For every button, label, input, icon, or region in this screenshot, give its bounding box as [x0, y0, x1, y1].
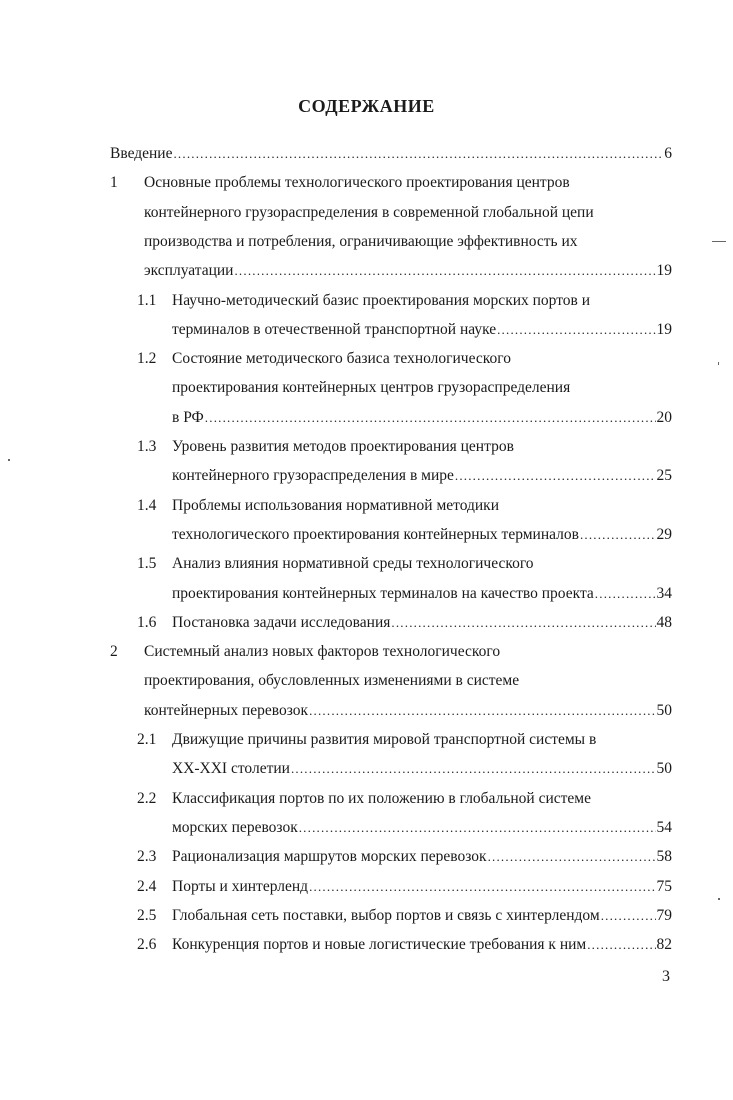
toc-entry-number: 1	[110, 174, 118, 192]
toc-entry-text: проектирования, обусловленных изменениями в системе	[144, 672, 520, 690]
toc-entry-text: производства и потребления, ограничивающие эффективность их	[144, 232, 578, 250]
toc-entry-page: 50	[656, 701, 672, 719]
toc-entry-page: 50	[656, 760, 672, 778]
dot-leader	[391, 612, 655, 633]
page-title: СОДЕРЖАНИЕ	[298, 96, 435, 116]
toc-entry-number: 2.6	[137, 936, 157, 954]
toc-entry-text: Постановка задачи исследования	[172, 613, 391, 631]
toc-entry-text: Основные проблемы технологического проектирования центров	[144, 174, 570, 192]
toc-entry-page: 75	[656, 877, 672, 895]
toc-entry-page: 82	[656, 936, 672, 954]
toc-entry-text: Системный анализ новых факторов технологического	[144, 643, 501, 661]
toc-entry-number: 2.4	[137, 877, 157, 895]
toc-entry-page: 79	[656, 906, 672, 924]
toc-entry-text: контейнерного грузораспределения в мире	[172, 467, 454, 485]
dot-leader	[299, 817, 656, 838]
toc-entry-number: 2.1	[137, 731, 157, 748]
toc-entry-number: 1.5	[137, 555, 157, 573]
toc-entry-text: технологического проектирования контейнерных терминалов	[172, 525, 579, 543]
dot-leader	[601, 905, 656, 926]
toc-entry-text: проектирования контейнерных центров грузораспределения	[172, 379, 571, 397]
toc-entry-text: Введение	[110, 145, 173, 162]
toc-entry-page: 48	[656, 613, 672, 631]
toc-entry-number: 1.1	[137, 291, 157, 309]
scan-speck	[718, 362, 719, 365]
toc-entry-text: эксплуатации	[144, 262, 234, 280]
toc-entry-number: 2.5	[137, 906, 157, 924]
toc-entry-text: Классификация портов по их положению в глобальной системе	[172, 789, 591, 807]
toc-entry-text: Порты и хинтерленд	[172, 877, 309, 895]
toc-entry-page: 20	[656, 408, 672, 426]
dot-leader	[595, 583, 656, 604]
dot-leader	[497, 319, 655, 340]
toc-entry-number: 1.3	[137, 438, 157, 455]
toc-entry-text: Конкуренция портов и новые логистические требования к ним	[172, 936, 587, 954]
toc-entry-number: 1.2	[137, 350, 157, 368]
dot-leader	[455, 465, 656, 486]
scan-speck	[718, 898, 720, 900]
toc-entry-page: 19	[656, 320, 672, 338]
dot-leader	[488, 846, 656, 867]
toc-entry-text: Анализ влияния нормативной среды технологического	[172, 555, 534, 573]
toc-entry-text: Уровень развития методов проектирования центров	[172, 438, 514, 455]
dot-leader	[205, 407, 656, 428]
toc-entry-page: 34	[656, 584, 672, 602]
toc-entry-text: проектирования контейнерных терминалов на качество проекта	[172, 584, 594, 602]
toc-entry-text: контейнерного грузораспределения в современной глобальной цепи	[144, 203, 594, 221]
toc-entry-number: 2.2	[137, 789, 157, 807]
toc-entry-text: контейнерных перевозок	[144, 701, 309, 719]
toc-entry-page: 58	[656, 848, 672, 866]
page-number: 3	[662, 968, 670, 985]
toc-entry-page: 54	[656, 818, 672, 836]
toc-entry-page: 25	[656, 467, 672, 485]
toc-entry-page: 6	[664, 145, 672, 162]
scan-speck	[712, 241, 726, 242]
toc-entry-text: Проблемы использования нормативной методики	[172, 496, 500, 514]
dot-leader	[173, 143, 663, 164]
toc-entry-page: 29	[656, 525, 672, 543]
dot-leader	[580, 524, 656, 545]
dot-leader	[234, 260, 655, 281]
toc-entry-text: морских перевозок	[172, 818, 298, 836]
toc-entry-number: 2	[110, 643, 118, 661]
toc-entry-text: в РФ	[172, 408, 204, 426]
toc-entry-text: Глобальная сеть поставки, выбор портов и связь с хинтерлендом	[172, 906, 600, 924]
toc-entry-text: XX-XXI столетии	[172, 760, 290, 778]
toc-entry-number: 2.3	[137, 848, 157, 866]
toc-entry-number: 1.4	[137, 496, 157, 514]
toc-entry-text: Научно-методический базис проектирования морских портов и	[172, 291, 591, 309]
toc-entry-text: Состояние методического базиса технологического	[172, 350, 511, 368]
dot-leader	[291, 758, 656, 779]
toc-entry-text: терминалов в отечественной транспортной науке	[172, 320, 497, 338]
dot-leader	[309, 700, 655, 721]
toc-entry-text: Рационализация маршрутов морских перевозок	[172, 848, 487, 866]
toc-entry-number: 1.6	[137, 613, 157, 631]
toc-entry-text: Движущие причины развития мировой транспортной системы в	[172, 731, 597, 748]
toc-entry-page: 19	[656, 262, 672, 280]
scan-speck	[8, 459, 10, 461]
dot-leader	[309, 876, 655, 897]
dot-leader	[587, 934, 655, 955]
